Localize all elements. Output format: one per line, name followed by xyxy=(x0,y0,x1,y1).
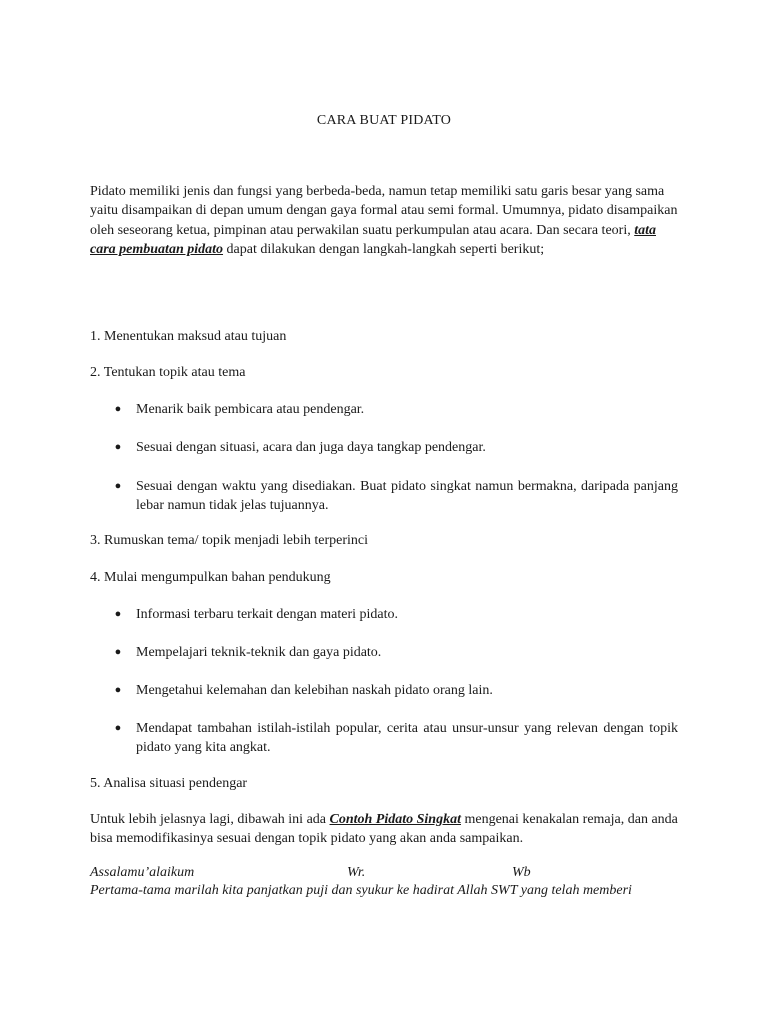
closing-text-before: Untuk lebih jelasnya lagi, dibawah ini ada xyxy=(90,812,330,827)
tata-cara-link[interactable]: tata cara pembuatan pidato xyxy=(90,222,656,258)
step4-bullet-3 xyxy=(112,681,678,700)
step4-bullet-2 xyxy=(112,643,678,662)
greeting-line xyxy=(90,863,680,882)
step2-bullet-1 xyxy=(112,400,678,419)
step-2: 2. Tentukan topik atau tema xyxy=(90,365,246,380)
greeting-assalamu: Assalamu’alaikum xyxy=(90,865,195,880)
step4-bullet-1 xyxy=(112,605,678,624)
step-5: 5. Analisa situasi pendengar xyxy=(90,776,248,791)
step-4: 4. Mulai mengumpulkan bahan pendukung xyxy=(90,570,331,585)
speech-opening-line: Pertama-tama marilah kita panjatkan puji dan syukur ke hadirat Allah SWT yang telah memberi xyxy=(90,883,632,898)
bullet-icon: ● xyxy=(114,441,122,453)
document-title: CARA BUAT PIDATO xyxy=(316,113,452,128)
contoh-pidato-link[interactable]: Contoh Pidato Singkat xyxy=(329,812,461,827)
step-1: 1. Menentukan maksud atau tujuan xyxy=(90,329,287,344)
bullet-text: Informasi terbaru terkait dengan materi pidato. xyxy=(136,607,399,622)
bullet-icon: ● xyxy=(114,608,122,620)
step-3: 3. Rumuskan tema/ topik menjadi lebih terperinci xyxy=(90,533,368,548)
intro-paragraph xyxy=(90,182,678,260)
step2-bullet-2 xyxy=(112,438,678,457)
greeting-wr: Wr. xyxy=(347,865,366,880)
bullet-text: Mengetahui kelemahan dan kelebihan naskah pidato orang lain. xyxy=(136,683,493,698)
step4-bullet-4 xyxy=(112,719,678,757)
greeting-wb: Wb xyxy=(512,865,531,880)
bullet-icon: ● xyxy=(114,722,122,734)
step2-bullet-3 xyxy=(112,477,678,515)
bullet-icon: ● xyxy=(114,480,122,492)
bullet-text: Sesuai dengan situasi, acara dan juga daya tangkap pendengar. xyxy=(136,440,486,455)
bullet-text: Sesuai dengan waktu yang disediakan. Buat pidato singkat namun bermakna, daripada panjang lebar namun tidak jelas tujuannya. xyxy=(136,479,678,513)
intro-text-before: Pidato memiliki jenis dan fungsi yang berbeda-beda, namun tetap memiliki satu garis besar yang sama yaitu disampaikan di depan umum dengan gaya formal atau semi formal. Umumnya, pidato disampaikan oleh seseorang ketua, pimpinan atau perwakilan suatu perkumpulan atau acara. Dan secara teori, xyxy=(90,184,678,238)
intro-text-after: dapat dilakukan dengan langkah-langkah seperti berikut; xyxy=(223,242,545,258)
bullet-text: Mendapat tambahan istilah-istilah popular, cerita atau unsur-unsur yang relevan dengan topik pidato yang kita angkat. xyxy=(136,721,678,755)
bullet-text: Mempelajari teknik-teknik dan gaya pidato. xyxy=(136,645,382,660)
closing-paragraph xyxy=(90,810,680,848)
bullet-icon: ● xyxy=(114,684,122,696)
bullet-icon: ● xyxy=(114,403,122,415)
bullet-text: Menarik baik pembicara atau pendengar. xyxy=(136,402,365,417)
closing-text-after: mengenai kenakalan remaja, dan anda bisa memodifikasinya sesuai dengan topik pidato yang akan anda sampaikan. xyxy=(90,812,678,846)
bullet-icon: ● xyxy=(114,646,122,658)
